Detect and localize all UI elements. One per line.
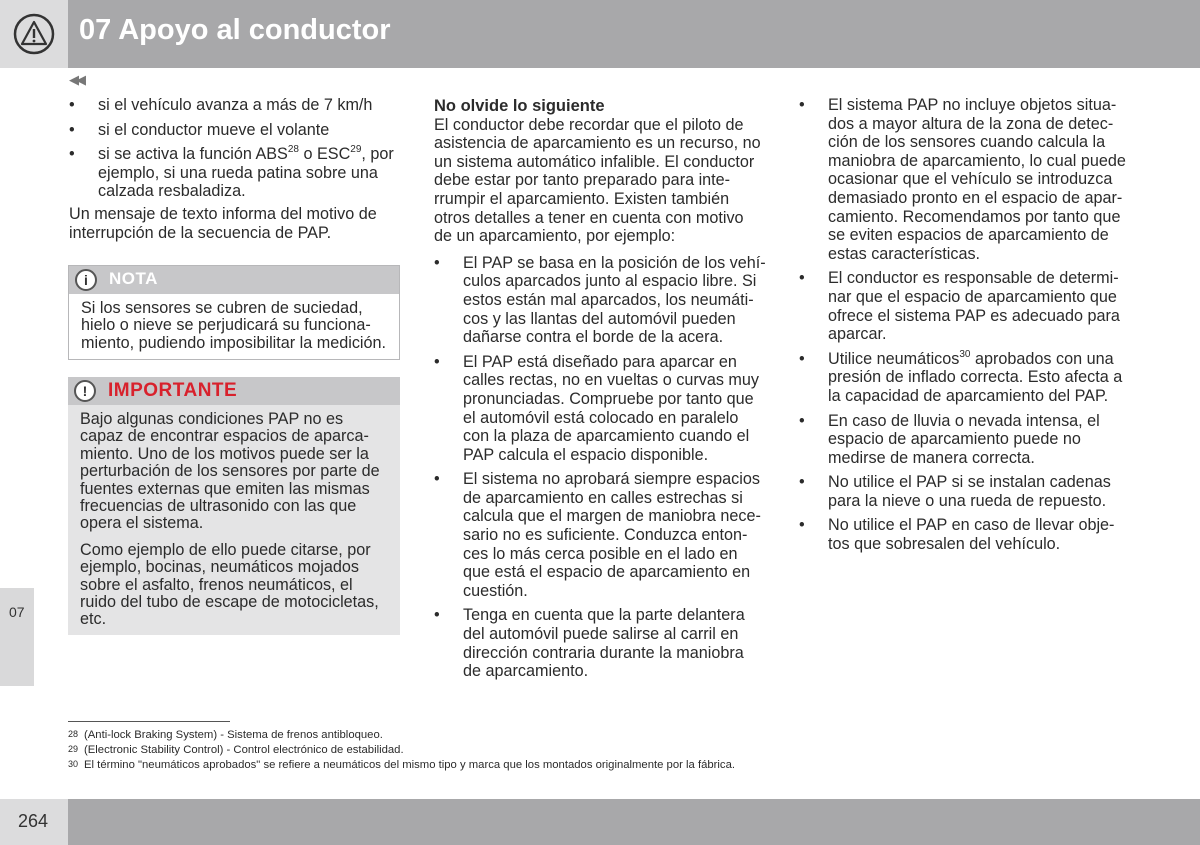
important-title: IMPORTANTE — [108, 380, 238, 401]
paragraph: Bajo algunas condiciones PAP no es capaz de encontrar espacios de aparca-miento. Uno de los motivos puede ser la perturbación de los sensores por parte de fuentes externas que emiten las mismas frecuencias de ultrasonido con las que opera el sistema. — [80, 410, 380, 533]
pap-limitations-list — [799, 96, 1132, 554]
continued-marker-icon: ◀◀ — [69, 72, 83, 87]
paragraph: El conductor debe recordar que el piloto de asistencia de aparcamiento es un recurso, no un sistema automático infalible. El conductor debe estar por tanto preparado para inte-rrumpir el aparcamiento. Existen también otros detalles a tener en cuenta con motivo de un aparcamiento, por ejemplo: — [434, 115, 761, 246]
section-heading: No olvide lo siguiente — [434, 97, 605, 115]
exclamation-icon: ! — [74, 380, 96, 402]
footnotes — [68, 727, 735, 772]
list-item: • No utilice el PAP si se instalan cadenas para la nieve o una rueda de repuesto. — [799, 473, 1111, 510]
column-3 — [799, 96, 1132, 560]
info-icon: i — [75, 269, 97, 291]
chapter-title: 07 Apoyo al conductor — [79, 14, 391, 46]
paragraph: Un mensaje de texto informa del motivo de interrupción de la secuencia de PAP. — [69, 204, 377, 242]
column-1 — [69, 96, 401, 242]
footnote: 30 El término "neumáticos aprobados" se refiere a neumáticos del mismo tipo y marca que los montados originalmente por la fábrica. — [68, 759, 736, 771]
important-header — [68, 377, 400, 405]
note-box — [68, 265, 400, 360]
note-body: Si los sensores se cubren de suciedad, hielo o nieve se perjudicará su funciona-miento, pudiendo imposibilitar la medición. — [81, 299, 387, 352]
note-header — [69, 266, 399, 294]
list-item: • En caso de lluvia o nevada intensa, el espacio de aparcamiento puede no medirse de manera correcta. — [799, 411, 1100, 467]
chapter-side-tab — [0, 588, 34, 686]
header-icon-box — [0, 0, 68, 68]
paragraph: Como ejemplo de ello puede citarse, por ejemplo, bocinas, neumáticos mojados sobre el asfalto, frenos neumáticos, el ruido del tubo de escape de motocicletas, etc. — [80, 540, 379, 629]
footnote-divider — [68, 721, 230, 722]
important-body — [68, 405, 400, 629]
note-title: NOTA — [109, 269, 158, 288]
page-number: 264 — [18, 811, 49, 831]
list-item: • si el conductor mueve el volante — [69, 120, 330, 139]
footnote: 28 (Anti-lock Braking System) - Sistema de frenos antibloqueo. — [68, 729, 383, 741]
list-item: • El sistema no aprobará siempre espacios de aparcamiento en calles estrechas si calcula que el margen de maniobra nece-sario no es suficiente. Conduzca enton-ces lo más cerca posible en el lado en que está el espacio de aparcamiento en cuestión. — [434, 470, 761, 600]
list-item: • Tenga en cuenta que la parte delantera del automóvil puede salirse al carril en dirección contraria durante la maniobra de aparcamiento. — [434, 606, 745, 681]
list-item: • El sistema PAP no incluye objetos situa-dos a mayor altura de la zona de detec-ción de los sensores cuando calcula la maniobra de aparcamiento, lo cual puede ocasionar que el vehículo se introduzca demasiado pronto en el espacio de apar-camiento. Recomendamos por tanto que se eviten espacios de aparcamiento de estas características. — [799, 96, 1126, 263]
footnote-ref: 30 — [959, 348, 971, 360]
page-footer — [0, 799, 1200, 845]
list-item: • El PAP está diseñado para aparcar en calles rectas, no en vueltas o curvas muy pronunciadas. Compruebe por tanto que el automóvil está colocado en paralelo con la plaza de aparcamiento cuando el PAP calcula el espacio disponible. — [434, 352, 760, 464]
list-item: • No utilice el PAP en caso de llevar obje-tos que sobresalen del vehículo. — [799, 516, 1115, 554]
interruption-conditions-list — [69, 96, 401, 201]
footnote-ref: 29 — [350, 144, 362, 156]
list-item: • El conductor es responsable de determi-nar que el espacio de aparcamiento que ofrece el sistema PAP es adecuado para aparcar. — [799, 269, 1120, 344]
footnote-ref: 28 — [287, 144, 299, 156]
warning-triangle-icon — [13, 13, 55, 55]
list-item: • El PAP se basa en la posición de los vehí-culos aparcados junto al espacio libre. Si estos están mal aparcados, los neumáti-cos y las llantas del automóvil pueden dañarse contra el borde de la acera. — [434, 253, 766, 347]
important-box — [68, 377, 400, 635]
chapter-side-tab-label: 07 — [9, 604, 25, 620]
list-item: • si se activa la función ABS$^{28}$ o ESC$^{29}$, por ejemplo, si una rueda patina sobre una calzada resbaladiza. — [69, 144, 394, 201]
footnote: 29 (Electronic Stability Control) - Control electrónico de estabilidad. — [68, 744, 404, 756]
parking-considerations-list — [434, 254, 766, 681]
list-item: • Utilice neumáticos$^{30}$ aprobados con una presión de inflado correcta. Esto afecta a la capacidad de aparcamiento del PAP. — [799, 348, 1123, 405]
column-2 — [434, 97, 766, 687]
list-item: • si el vehículo avanza a más de 7 km/h — [69, 96, 373, 114]
